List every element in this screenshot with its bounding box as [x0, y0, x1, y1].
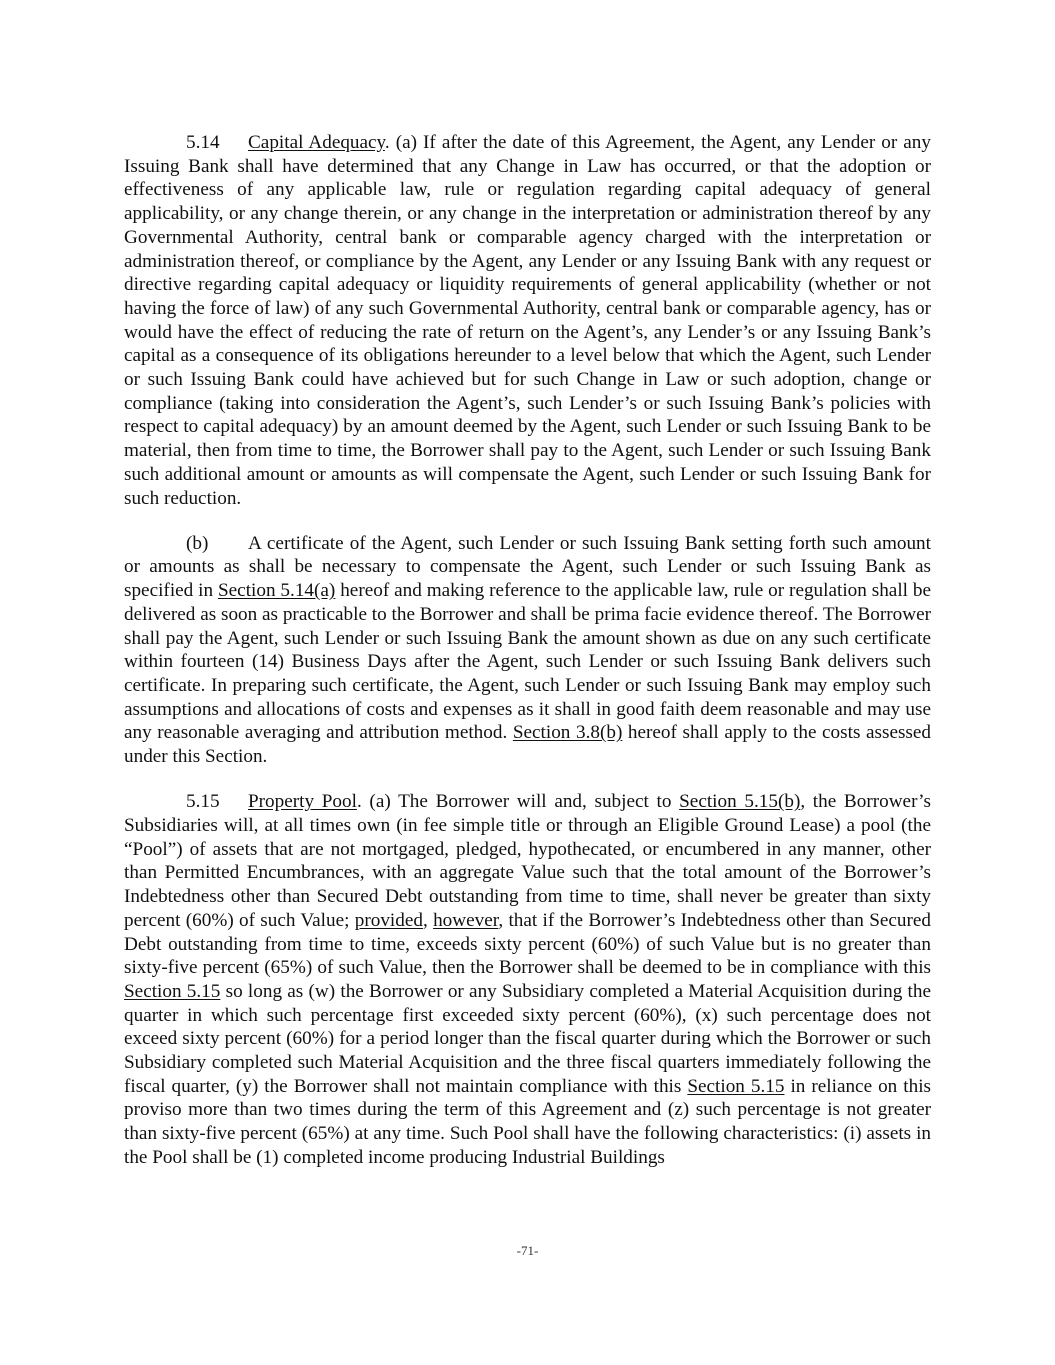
paragraph-text: hereof and making reference to the applicable law, rule or regulation shall be delivered as soon as practicable to the Borrower and shall be prima facie evidence thereof. The Borrower shall pay the Agent, such Lender or such Issuing Bank the amount shown as due on any such certificate within fourteen (14) Business Days after the Agent, such Lender or such Issuing Bank delivers such certificate. In preparing such certificate, the Agent, such Lender or such Issuing Bank may employ such assumptions and allocations of costs and expenses as it shall in good faith deem reasonable and may use any reasonable averaging and attribution method.	[124, 580, 931, 744]
emphasis-term: provided	[354, 909, 423, 931]
cross-reference: Section 5.15(b)	[679, 791, 801, 813]
cross-reference: Section 5.14(a)	[217, 580, 336, 602]
paragraph-text: ,	[422, 909, 434, 931]
paragraph-text: . (a) If after the date of this Agreement, the Agent, any Lender or any Issuing Bank shall have determined that any Change in Law has occurred, or that the adoption or effectiveness of any applicable law, rule or regulation regarding capital adequacy of general applicability, or any change therein, or any change in the interpretation or administration thereof by any Governmental Authority, central bank or comparable agency charged with the interpretation or administration thereof, or compliance by the Agent, any Lender or any Issuing Bank with any request or directive regarding capital adequacy or liquidity requirements of general applicability (whether or not having the force of law) of any such Governmental Authority, central bank or comparable agency, has or would have the effect of reducing the rate of return on the Agent’s, any Lender’s or any Issuing Bank’s capital as a consequence of its obligations hereunder to a level below that which the Agent, such Lender or such Issuing Bank could have achieved but for such Change in Law or such adoption, change or compliance (taking into consideration the Agent’s, such Lender’s or such Issuing Bank’s policies with respect to capital adequacy) by an amount deemed by the Agent, such Lender or such Issuing Bank to be material, then from time to time, the Borrower shall pay to the Agent, such Lender or such Issuing Bank such additional amount or amounts as will compensate the Agent, such Lender or such Issuing Bank for such reduction.	[124, 132, 931, 509]
section-5-14-b-paragraph	[124, 532, 931, 769]
section-number: 5.14	[186, 132, 220, 153]
subsection-label: (b)	[186, 532, 209, 554]
section-5-15-paragraph	[124, 790, 931, 1169]
cross-reference: Section 5.15	[687, 1075, 785, 1097]
paragraph-text: , the Borrower’s Subsidiaries will, at all times own (in fee simple title or through an Eligible Ground Lease) a pool (the “Pool”) of assets that are not mortgaged, pledged, hypothecated, or encumbered in any manner, other than Permitted Encumbrances, with an aggregate Value such that the total amount of the Borrower’s Indebtedness other than Secured Debt outstanding from time to time, shall never be greater than sixty percent (60%) of such Value;	[124, 791, 931, 931]
page-number: -71-	[516, 1243, 539, 1258]
paragraph-text: , that if the Borrower’s Indebtedness other than Secured Debt outstanding from time to time, exceeds sixty percent (60%) of such Value but is no greater than sixty-five percent (65%) of such Value, then the Borrower shall be deemed to be in compliance with this	[124, 909, 931, 979]
emphasis-term: however	[433, 909, 499, 931]
section-heading: Property Pool	[248, 791, 357, 813]
paragraph-text: in reliance on this proviso more than two times during the term of this Agreement and (z) such percentage is not greater than sixty-five percent (65%) at any time. Such Pool shall have the following characteristics: (i) assets in the Pool shall be (1) completed income producing Industrial Buildings	[124, 1075, 931, 1168]
section-heading: Capital Adequacy	[248, 132, 385, 153]
paragraph-text: A certificate of the Agent, such Lender or such Issuing Bank setting forth such amount or amounts as shall be necessary to compensate the Agent, such Lender or such Issuing Bank as specified in	[124, 532, 931, 602]
section-number: 5.15	[186, 791, 220, 813]
section-5-14-paragraph	[124, 131, 931, 510]
paragraph-text: so long as (w) the Borrower or any Subsidiary completed a Material Acquisition during the quarter in which such percentage first exceeded sixty percent (60%), (x) such percentage does not exceed sixty percent (60%) for a period longer than the fiscal quarter during which the Borrower or such Subsidiary completed such Material Acquisition and the three fiscal quarters immediately following the fiscal quarter, (y) the Borrower shall not maintain compliance with this	[124, 980, 931, 1097]
document-page	[124, 131, 931, 1170]
cross-reference: Section 3.8(b)	[512, 722, 623, 744]
paragraph-text: hereof shall apply to the costs assessed under this Section.	[124, 722, 932, 768]
paragraph-text: . (a) The Borrower will and, subject to	[356, 791, 680, 813]
cross-reference: Section 5.15	[124, 980, 221, 1002]
